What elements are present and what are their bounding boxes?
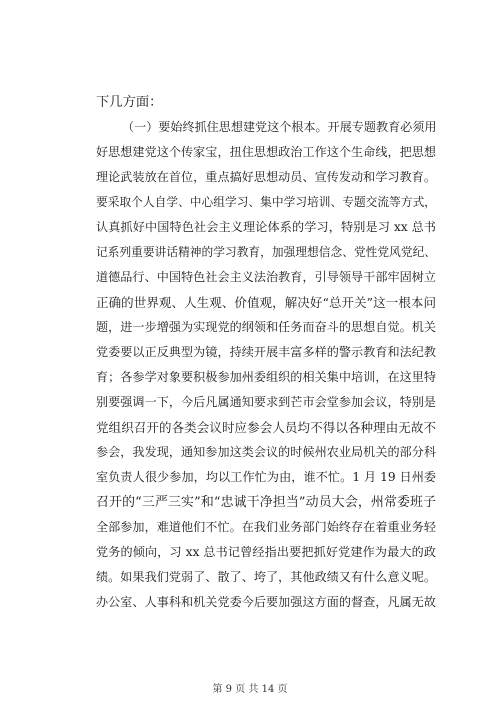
document-body — [96, 90, 436, 615]
text-line: 全部参加，难道他们不忙。在我们业务部门始终存在着重业务轻 — [96, 520, 436, 534]
text-line: 参会，我发现，通知参加这类会议的时候州农业局机关的部分科 — [96, 445, 436, 459]
text-line: 下几方面： — [96, 95, 163, 110]
text-line: 记系列重要讲话精神的学习教育，加强理想信念、党性党风党纪、 — [96, 245, 436, 259]
text-line: 室负责人很少参加，均以工作忙为由，谁不忙。1 月 19 日州委 — [96, 470, 436, 484]
text-line: 要采取个人自学、中心组学习、集中学习培训、专题交流等方式， — [96, 195, 436, 209]
text-line: 认真抓好中国特色社会主义理论体系的学习，特别是习 xx 总书 — [96, 220, 436, 234]
text-line: 好思想建党这个传家宝，扭住思想政治工作这个生命线，把思想 — [96, 145, 436, 159]
text-line: 正确的世界观、人生观、价值观，解决好“总开关”这一根本问 — [96, 295, 436, 310]
text-line: 办公室、人事科和机关党委今后要加强这方面的督查，凡属无故 — [96, 595, 436, 609]
text-line: （一）要始终抓住思想建党这个根本。开展专题教育必须用 — [122, 120, 437, 134]
text-line: 绩。如果我们党弱了、散了、垮了，其他政绩又有什么意义呢。 — [96, 570, 436, 584]
text-line: 题，进一步增强为实现党的纲领和任务而奋斗的思想自觉。机关 — [96, 320, 436, 334]
text-line: 育；各参学对象要积极参加州委组织的相关集中培训，在这里特 — [96, 370, 436, 384]
text-line: 别要强调一下，今后凡属通知要求到芒市会堂参加会议，特别是 — [96, 395, 436, 409]
text-line: 党委要以正反典型为镜，持续开展丰富多样的警示教育和法纪教 — [96, 345, 436, 359]
text-line: 党组织召开的各类会议时应参会人员均不得以各种理由无故不 — [96, 420, 436, 435]
text-line: 召开的“三严三实”和“忠诚干净担当”动员大会，州常委班子 — [96, 495, 436, 510]
text-line: 党务的倾向，习 xx 总书记曾经指出要把抓好党建作为最大的政 — [96, 545, 436, 559]
page-footer: 第 9 页 共 14 页 — [212, 684, 288, 695]
text-line: 道德品行、中国特色社会主义法治教育，引导领导干部牢固树立 — [96, 270, 436, 284]
text-line: 理论武装放在首位，重点搞好思想动员、宣传发动和学习教育。 — [96, 170, 436, 184]
